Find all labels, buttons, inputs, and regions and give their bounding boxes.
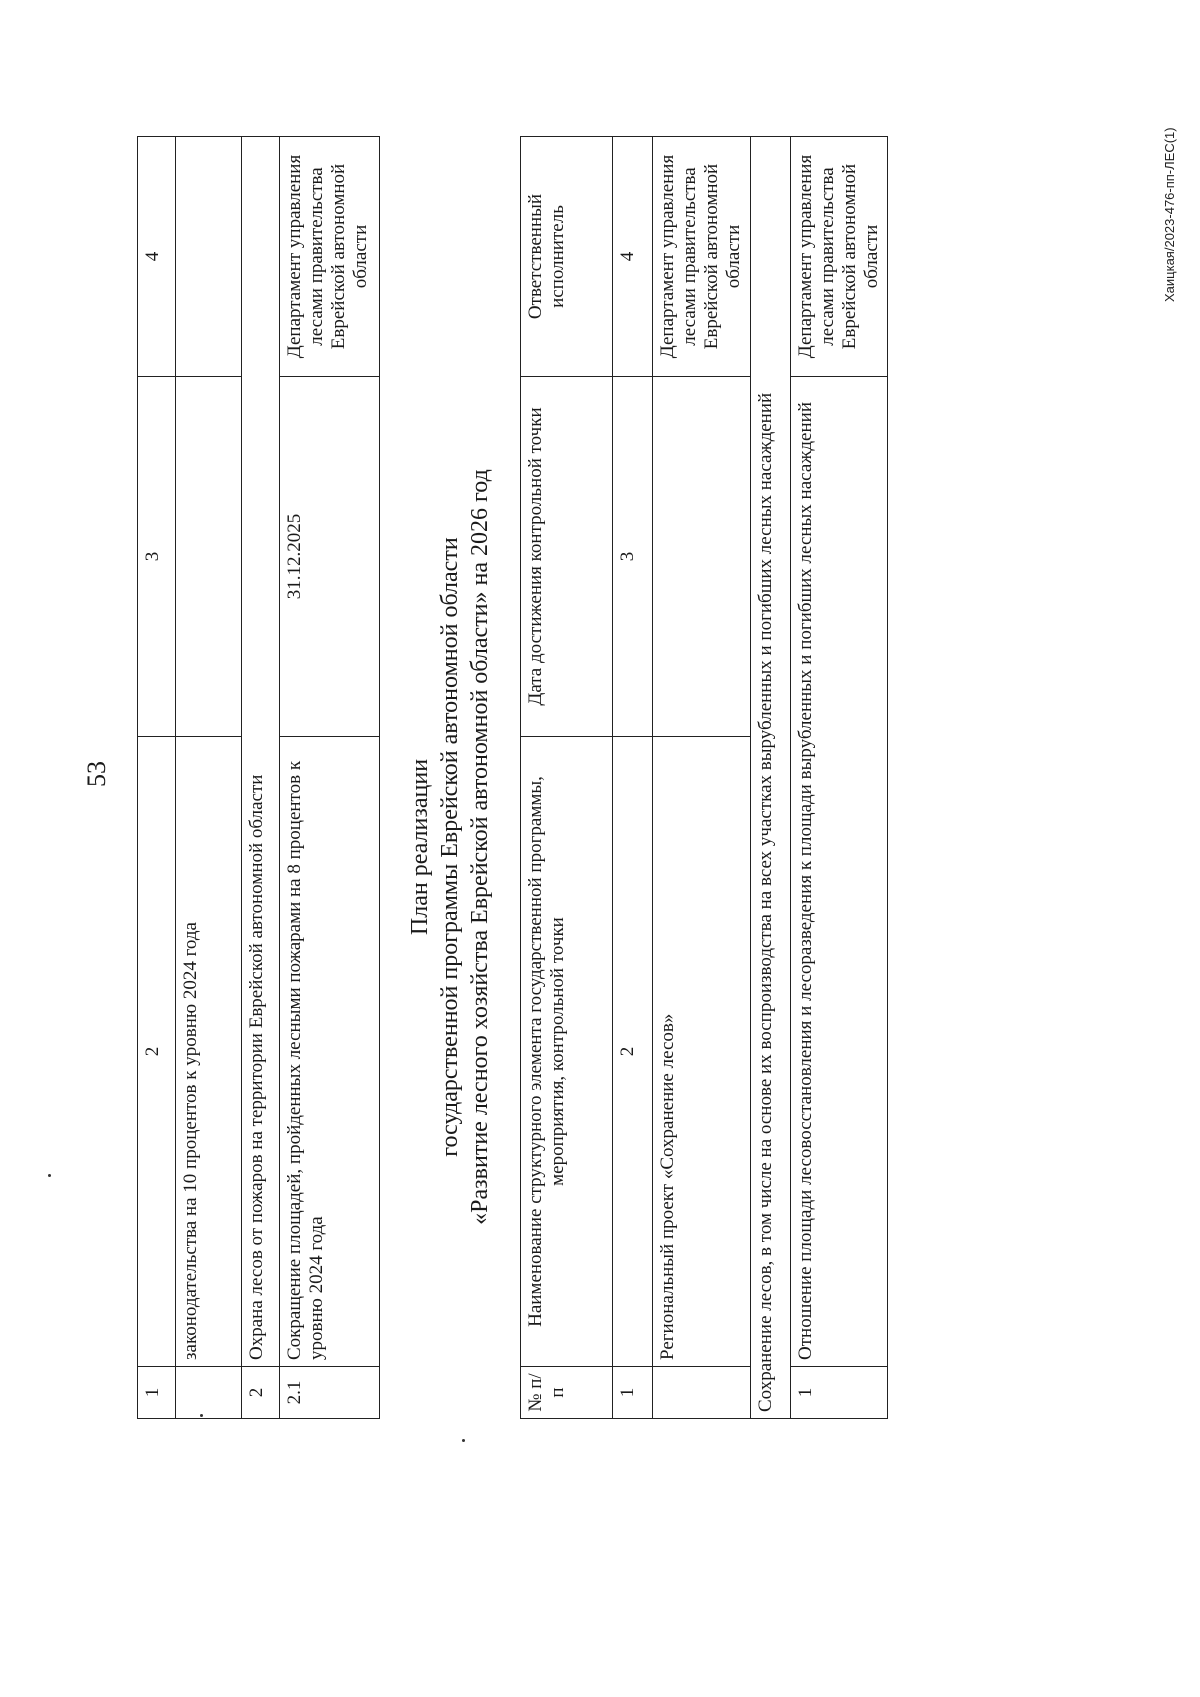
row-name: Отношение площади лесовосстановления и лесоразведения к площади вырубленных и погибших лесных насаждений <box>791 377 888 1367</box>
row-date <box>176 377 242 737</box>
header-name: Наименование структурного элемента государственной программы, мероприятия, контрольной точки <box>521 737 613 1367</box>
row-executor: Департамент управления лесами правительства Еврейской автономной области <box>791 137 888 377</box>
row-date <box>653 377 751 737</box>
table-header-row <box>521 137 613 1419</box>
scan-dot <box>462 1439 465 1442</box>
table-section-row <box>751 137 791 1419</box>
header-cell: 2 <box>613 737 653 1367</box>
row-name: Сокращение площадей, пройденных лесными пожарами на 8 процентов к уровню 2024 года <box>280 737 380 1367</box>
table-header-row <box>138 137 176 1419</box>
row-executor: Департамент управления лесами правительства Еврейской автономной области <box>280 137 380 377</box>
row-name: Региональный проект «Сохранение лесов» <box>653 737 751 1367</box>
row-executor: Департамент управления лесами правительства Еврейской автономной области <box>653 137 751 377</box>
section-title: Охрана лесов от пожаров на территории Еврейской автономной области <box>242 137 280 1367</box>
table-row <box>791 137 888 1419</box>
table-plan <box>520 136 888 1419</box>
row-number: 2.1 <box>280 1367 380 1419</box>
header-cell: 1 <box>138 1367 176 1419</box>
row-number <box>176 1367 242 1419</box>
header-cell: 2 <box>138 737 176 1367</box>
row-number <box>653 1367 751 1419</box>
row-name: законодательства на 10 процентов к уровню 2024 года <box>176 737 242 1367</box>
plan-title-line1: План реализации <box>407 758 433 936</box>
header-cell: 3 <box>138 377 176 737</box>
header-cell: 4 <box>138 137 176 377</box>
plan-title <box>405 397 495 1297</box>
header-cell: 3 <box>613 377 653 737</box>
row-executor <box>176 137 242 377</box>
header-cell: 1 <box>613 1367 653 1419</box>
plan-title-line2: государственной программы Еврейской автономной области <box>437 537 463 1157</box>
row-number: 2 <box>242 1367 280 1419</box>
header-cell: 4 <box>613 137 653 377</box>
table-row <box>176 137 242 1419</box>
header-num: № п/п <box>521 1367 613 1419</box>
page-number: 53 <box>82 761 111 787</box>
footer-document-code: Хаицкая/2023-476-пп-ЛЕС(1) <box>1162 127 1177 302</box>
scan-dot <box>48 1174 51 1177</box>
table-header-numbers-row <box>613 137 653 1419</box>
header-executor: Ответственный исполнитель <box>521 137 613 377</box>
section-title: Сохранение лесов, в том числе на основе их воспроизводства на всех участках вырубленных и погибших лесных насаждений <box>751 137 791 1419</box>
plan-title-line3: «Развитие лесного хозяйства Еврейской автономной области» на 2026 год <box>467 469 493 1225</box>
row-date: 31.12.2025 <box>280 377 380 737</box>
table-row <box>280 137 380 1419</box>
table-continuation <box>137 136 380 1419</box>
row-number: 1 <box>791 1367 888 1419</box>
table-section-row <box>242 137 280 1419</box>
table-row <box>653 137 751 1419</box>
header-date: Дата достижения контрольной точки <box>521 377 613 737</box>
